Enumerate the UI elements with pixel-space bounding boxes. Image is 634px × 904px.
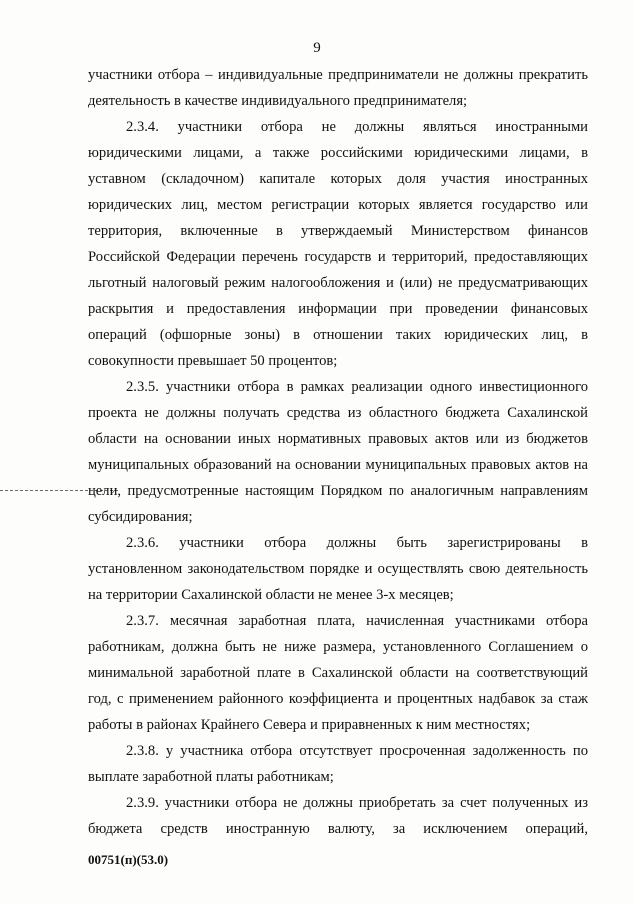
text-line: год, с применением районного коэффициента и процентных надбавок за стаж bbox=[88, 691, 588, 707]
text-line: бюджета средств иностранную валюту, за исключением операций, bbox=[88, 821, 588, 837]
text-line: льготный налоговый режим налогообложения и (или) не предусматривающих bbox=[88, 275, 588, 291]
text-line: муниципальных образований на основании муниципальных правовых актов на bbox=[88, 457, 588, 473]
text-line: установленном законодательством порядке и осуществлять свою деятельность bbox=[88, 561, 588, 577]
text-line: 2.3.6. участники отбора должны быть зарегистрированы в bbox=[126, 535, 588, 551]
text-line: 2.3.9. участники отбора не должны приобретать за счет полученных из bbox=[126, 795, 588, 811]
text-line: 2.3.4. участники отбора не должны являться иностранными bbox=[126, 119, 588, 135]
text-line: участники отбора – индивидуальные предприниматели не должны прекратить bbox=[88, 67, 588, 83]
text-line: деятельность в качестве индивидуального предпринимателя; bbox=[88, 93, 468, 109]
paragraph-2-3-7 bbox=[88, 608, 588, 738]
text-line: 2.3.8. у участника отбора отсутствует просроченная задолженность по bbox=[126, 743, 588, 759]
text-line: области на основании иных нормативных правовых актов или из бюджетов bbox=[88, 431, 588, 447]
text-line: цели, предусмотренные настоящим Порядком по аналогичным направлениям bbox=[88, 483, 588, 499]
paragraph-2-3-8 bbox=[88, 738, 588, 790]
text-line: раскрытия и предоставления информации при проведении финансовых bbox=[88, 301, 588, 317]
text-line: работы в районах Крайнего Севера и приравненных к ним местностях; bbox=[88, 717, 531, 733]
text-line: совокупности превышает 50 процентов; bbox=[88, 353, 338, 369]
text-line: уставном (складочном) капитале которых доля участия иностранных bbox=[88, 171, 588, 187]
text-line: минимальной заработной плате в Сахалинской области на соответствующий bbox=[88, 665, 588, 681]
text-line: юридических лиц, местом регистрации которых является государство или bbox=[88, 197, 588, 213]
text-line: 2.3.7. месячная заработная плата, начисленная участниками отбора bbox=[126, 613, 588, 629]
text-line: Российской Федерации перечень государств и территорий, предоставляющих bbox=[88, 249, 588, 265]
paragraph-2-3-5 bbox=[88, 374, 588, 530]
text-line: на территории Сахалинской области не менее 3-х месяцев; bbox=[88, 587, 454, 603]
paragraph-2-3-4 bbox=[88, 114, 588, 374]
text-line: проекта не должны получать средства из областного бюджета Сахалинской bbox=[88, 405, 588, 421]
paragraph-continuation bbox=[88, 62, 588, 114]
text-line: выплате заработной платы работникам; bbox=[88, 769, 334, 785]
text-line: субсидирования; bbox=[88, 509, 193, 525]
text-line: территория, включенные в утверждаемый Министерством финансов bbox=[88, 223, 588, 239]
document-body bbox=[88, 62, 588, 842]
page-number: 9 bbox=[313, 40, 321, 56]
text-line: юридическими лицами, а также российскими юридическими лицами, в bbox=[88, 145, 588, 161]
document-code: 00751(п)(53.0) bbox=[88, 852, 169, 867]
paragraph-2-3-6 bbox=[88, 530, 588, 608]
paragraph-2-3-9 bbox=[88, 790, 588, 842]
text-line: операций (офшорные зоны) в отношении таких юридических лиц, в bbox=[88, 327, 588, 343]
text-line: работникам, должна быть не ниже размера, установленного Соглашением о bbox=[88, 639, 588, 655]
text-line: 2.3.5. участники отбора в рамках реализации одного инвестиционного bbox=[126, 379, 588, 395]
